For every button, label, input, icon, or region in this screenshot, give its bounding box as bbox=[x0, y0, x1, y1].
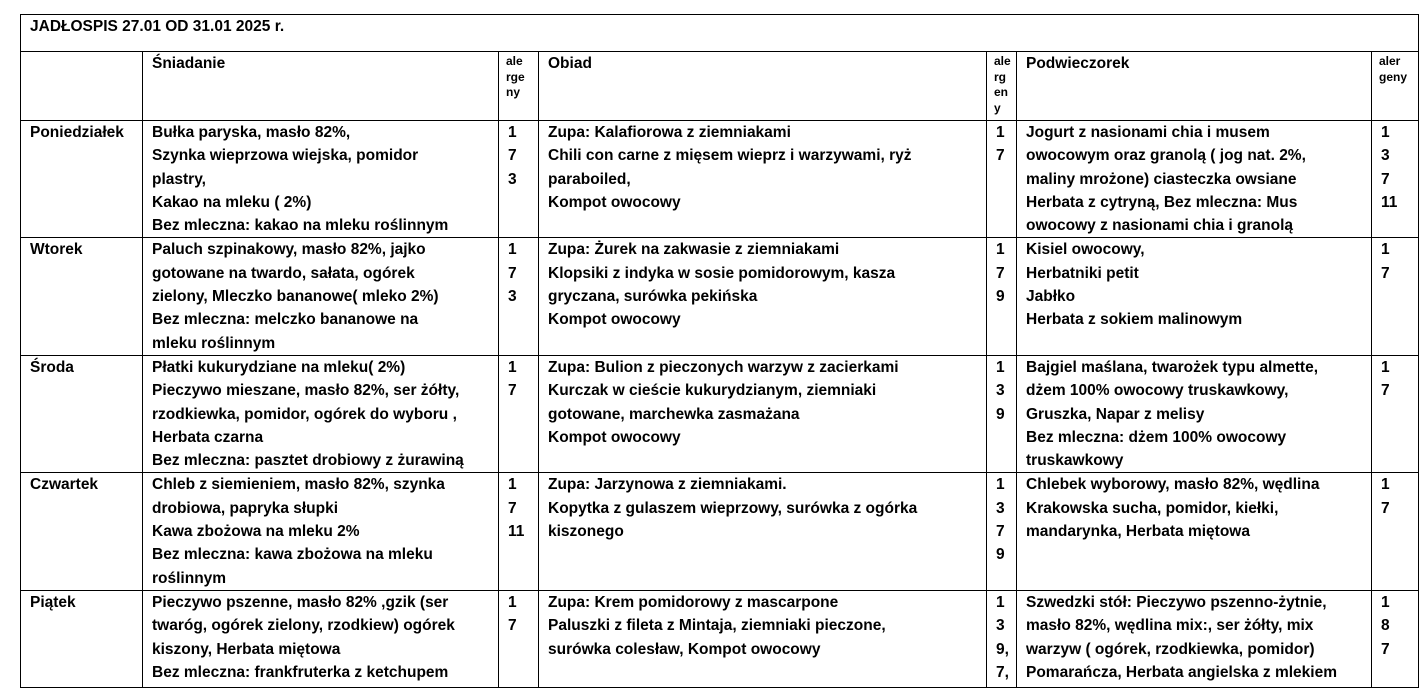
text-line: 7 bbox=[508, 617, 517, 635]
header-breakfast: Śniadanie bbox=[143, 52, 499, 121]
lunch-allergens bbox=[987, 121, 1017, 238]
text-line: Jabłko bbox=[1026, 288, 1076, 306]
text-line: aler bbox=[1379, 54, 1401, 68]
text-line: Zupa: Bulion z pieczonych warzyw z zacierkami bbox=[548, 358, 899, 376]
text-line: 7 bbox=[996, 523, 1005, 541]
text-line: 7 bbox=[1381, 264, 1390, 282]
text-line: 3 bbox=[508, 170, 517, 188]
text-line: mandarynka, Herbata miętowa bbox=[1026, 523, 1250, 541]
text-line: Kurczak w cieście kukurydzianym, ziemniaki bbox=[548, 382, 877, 400]
text-line: Pieczywo pszenne, masło 82% ,gzik (ser bbox=[152, 593, 449, 611]
header-lunch: Obiad bbox=[539, 52, 987, 121]
lunch-cell bbox=[539, 121, 987, 238]
text-line: Zupa: Jarzynowa z ziemniakami. bbox=[548, 476, 787, 494]
day-name: Środa bbox=[21, 355, 143, 472]
text-line: Chili con carne z mięsem wieprz i warzywami, ryż bbox=[548, 147, 912, 165]
text-line: gotowane, marchewka zasmażana bbox=[548, 405, 800, 423]
text-line: 3 bbox=[996, 382, 1005, 400]
text-line: Kompot owocowy bbox=[548, 428, 681, 446]
snack-cell bbox=[1017, 121, 1372, 238]
snack-allergens bbox=[1372, 590, 1419, 687]
text-line: en bbox=[994, 85, 1009, 99]
text-line: ale bbox=[506, 54, 523, 68]
text-line: 7 bbox=[1381, 382, 1390, 400]
text-line: 7 bbox=[1381, 499, 1390, 517]
header-allergens-snack bbox=[1372, 52, 1419, 121]
lunch-allergens bbox=[987, 355, 1017, 472]
text-line: rzodkiewka, pomidor, ogórek do wyboru , bbox=[152, 405, 457, 423]
text-line: Paluch szpinakowy, masło 82%, jajko bbox=[152, 241, 426, 259]
text-line: Szwedzki stół: Pieczywo pszenno-żytnie, bbox=[1026, 593, 1327, 611]
text-line: 1 bbox=[1381, 124, 1390, 141]
text-line: ny bbox=[506, 85, 521, 99]
breakfast-cell bbox=[143, 590, 499, 687]
lunch-allergens bbox=[987, 473, 1017, 590]
text-line: Kakao na mleku ( 2%) bbox=[152, 193, 312, 211]
text-line: 8 bbox=[1381, 617, 1390, 635]
text-line: Kisiel owocowy, bbox=[1026, 241, 1145, 259]
day-name: Piątek bbox=[21, 590, 143, 687]
day-row bbox=[21, 473, 1419, 590]
header-snack: Podwieczorek bbox=[1017, 52, 1372, 121]
text-line: 9 bbox=[996, 405, 1005, 423]
breakfast-allergens bbox=[499, 121, 539, 238]
snack-allergens bbox=[1372, 473, 1419, 590]
text-line: Kawa zbożowa na mleku 2% bbox=[152, 523, 360, 541]
text-line: 7 bbox=[1381, 170, 1390, 188]
text-line: owocowym oraz granolą ( jog nat. 2%, bbox=[1026, 147, 1306, 165]
day-row bbox=[21, 590, 1419, 687]
header-allergens-breakfast bbox=[499, 52, 539, 121]
lunch-allergens bbox=[987, 238, 1017, 355]
text-line: 3 bbox=[996, 499, 1005, 517]
text-line: 1 bbox=[996, 241, 1005, 259]
text-line: maliny mrożone) ciasteczka owsiane bbox=[1026, 170, 1297, 188]
text-line: Bez mleczna: dżem 100% owocowy bbox=[1026, 428, 1287, 446]
text-line: 3 bbox=[508, 288, 517, 306]
text-line: Herbata z cytryną, Bez mleczna: Mus bbox=[1026, 193, 1298, 211]
breakfast-cell bbox=[143, 238, 499, 355]
text-line: Kopytka z gulaszem wieprzowy, surówka z ogórka bbox=[548, 499, 918, 517]
title-row bbox=[21, 15, 1419, 52]
text-line: masło 82%, wędlina mix:, ser żółty, mix bbox=[1026, 617, 1314, 635]
snack-allergens bbox=[1372, 121, 1419, 238]
text-line: Bez mleczna: frankfruterka z ketchupem bbox=[152, 663, 449, 681]
text-line: 7 bbox=[996, 147, 1005, 165]
text-line: rge bbox=[506, 69, 525, 84]
text-line: Herbatniki petit bbox=[1026, 264, 1139, 282]
text-line: Kompot owocowy bbox=[548, 193, 681, 211]
text-line: Zupa: Krem pomidorowy z mascarpone bbox=[548, 593, 839, 611]
snack-cell bbox=[1017, 590, 1372, 687]
text-line: 9 bbox=[996, 546, 1005, 564]
snack-allergens bbox=[1372, 238, 1419, 355]
text-line: 7 bbox=[508, 147, 517, 165]
text-line: Chlebek wyborowy, masło 82%, wędlina bbox=[1026, 476, 1320, 494]
text-line: plastry, bbox=[152, 170, 206, 188]
text-line: 11 bbox=[1381, 193, 1398, 211]
text-line: 1 bbox=[508, 358, 517, 376]
snack-allergens bbox=[1372, 355, 1419, 472]
header-row bbox=[21, 52, 1419, 121]
text-line: y bbox=[994, 100, 1001, 115]
breakfast-allergens bbox=[499, 355, 539, 472]
text-line: Bez mleczna: melczko bananowe na bbox=[152, 311, 419, 329]
text-line: mleku roślinnym bbox=[152, 334, 276, 352]
snack-cell bbox=[1017, 473, 1372, 590]
text-line: paraboiled, bbox=[548, 170, 631, 188]
text-line: Bajgiel maślana, twarożek typu almette, bbox=[1026, 358, 1319, 376]
text-line: 7 bbox=[508, 499, 517, 517]
lunch-allergens bbox=[987, 590, 1017, 687]
text-line: gotowane na twardo, sałata, ogórek bbox=[152, 264, 415, 282]
header-day bbox=[21, 52, 143, 121]
lunch-cell bbox=[539, 590, 987, 687]
text-line: Pomarańcza, Herbata angielska z mlekiem bbox=[1026, 663, 1338, 681]
text-line: gryczana, surówka pekińska bbox=[548, 288, 758, 306]
breakfast-allergens bbox=[499, 238, 539, 355]
text-line: Bez mleczna: pasztet drobiowy z żurawiną bbox=[152, 452, 464, 470]
text-line: Klopsiki z indyka w sosie pomidorowym, kasza bbox=[548, 264, 896, 282]
day-name: Wtorek bbox=[21, 238, 143, 355]
text-line: warzyw ( ogórek, rzodkiewka, pomidor) bbox=[1026, 640, 1315, 658]
breakfast-allergens bbox=[499, 590, 539, 687]
day-row bbox=[21, 238, 1419, 355]
day-row bbox=[21, 121, 1419, 238]
text-line: 1 bbox=[996, 358, 1005, 376]
lunch-cell bbox=[539, 473, 987, 590]
text-line: Gruszka, Napar z melisy bbox=[1026, 405, 1205, 423]
text-line: Krakowska sucha, pomidor, kiełki, bbox=[1026, 499, 1279, 517]
text-line: 9 bbox=[996, 288, 1005, 306]
text-line: Szynka wieprzowa wiejska, pomidor bbox=[152, 147, 419, 165]
text-line: 7 bbox=[1381, 640, 1390, 658]
day-name: Poniedziałek bbox=[21, 121, 143, 238]
text-line: 3 bbox=[996, 617, 1005, 635]
text-line: zielony, Mleczko bananowe( mleko 2%) bbox=[152, 288, 439, 306]
text-line: 7 bbox=[996, 264, 1005, 282]
breakfast-cell bbox=[143, 473, 499, 590]
text-line: 1 bbox=[508, 124, 517, 141]
text-line: roślinnym bbox=[152, 569, 227, 587]
text-line: Paluszki z fileta z Mintaja, ziemniaki pieczone, bbox=[548, 617, 886, 635]
text-line: kiszonego bbox=[548, 523, 624, 541]
text-line: geny bbox=[1379, 69, 1408, 84]
text-line: Herbata z sokiem malinowym bbox=[1026, 311, 1243, 329]
text-line: Bułka paryska, masło 82%, bbox=[152, 124, 351, 141]
text-line: 3 bbox=[1381, 147, 1390, 165]
text-line: Kompot owocowy bbox=[548, 311, 681, 329]
breakfast-cell bbox=[143, 121, 499, 238]
text-line: Pieczywo mieszane, masło 82%, ser żółty, bbox=[152, 382, 460, 400]
text-line: 11 bbox=[508, 523, 525, 541]
text-line: twaróg, ogórek zielony, rzodkiew) ogórek bbox=[152, 617, 455, 635]
text-line: Herbata czarna bbox=[152, 428, 264, 446]
breakfast-cell bbox=[143, 355, 499, 472]
text-line: dżem 100% owocowy truskawkowy, bbox=[1026, 382, 1289, 400]
text-line: Bez mleczna: kakao na mleku roślinnym bbox=[152, 217, 449, 235]
text-line: 1 bbox=[508, 593, 517, 611]
text-line: ale bbox=[994, 54, 1011, 68]
text-line: Bez mleczna: kawa zbożowa na mleku bbox=[152, 546, 433, 564]
text-line: kiszony, Herbata miętowa bbox=[152, 640, 341, 658]
text-line: 7, bbox=[996, 663, 1009, 681]
text-line: 1 bbox=[1381, 358, 1390, 376]
text-line: 1 bbox=[1381, 241, 1390, 259]
day-row bbox=[21, 355, 1419, 472]
text-line: Chleb z siemieniem, masło 82%, szynka bbox=[152, 476, 445, 494]
text-line: Zupa: Kalafiorowa z ziemniakami bbox=[548, 124, 791, 141]
text-line: 9, bbox=[996, 640, 1009, 658]
menu-table bbox=[20, 14, 1419, 688]
text-line: surówka colesław, Kompot owocowy bbox=[548, 640, 821, 658]
lunch-cell bbox=[539, 355, 987, 472]
text-line: rg bbox=[994, 69, 1006, 84]
text-line: owocowy z nasionami chia i granolą bbox=[1026, 217, 1294, 235]
lunch-cell bbox=[539, 238, 987, 355]
text-line: Jogurt z nasionami chia i musem bbox=[1026, 124, 1270, 141]
snack-cell bbox=[1017, 355, 1372, 472]
breakfast-allergens bbox=[499, 473, 539, 590]
text-line: 1 bbox=[1381, 593, 1390, 611]
text-line: truskawkowy bbox=[1026, 452, 1124, 470]
text-line: 1 bbox=[508, 241, 517, 259]
snack-cell bbox=[1017, 238, 1372, 355]
header-allergens-lunch bbox=[987, 52, 1017, 121]
text-line: 1 bbox=[508, 476, 517, 494]
text-line: Płatki kukurydziane na mleku( 2%) bbox=[152, 358, 406, 376]
text-line: 1 bbox=[1381, 476, 1390, 494]
text-line: 1 bbox=[996, 476, 1005, 494]
text-line: 7 bbox=[508, 382, 517, 400]
text-line: drobiowa, papryka słupki bbox=[152, 499, 339, 517]
text-line: 7 bbox=[508, 264, 517, 282]
text-line: Zupa: Żurek na zakwasie z ziemniakami bbox=[548, 241, 840, 259]
text-line: 1 bbox=[996, 593, 1005, 611]
day-name: Czwartek bbox=[21, 473, 143, 590]
text-line: 1 bbox=[996, 124, 1005, 141]
page-title: JADŁOSPIS 27.01 OD 31.01 2025 r. bbox=[21, 15, 1419, 52]
